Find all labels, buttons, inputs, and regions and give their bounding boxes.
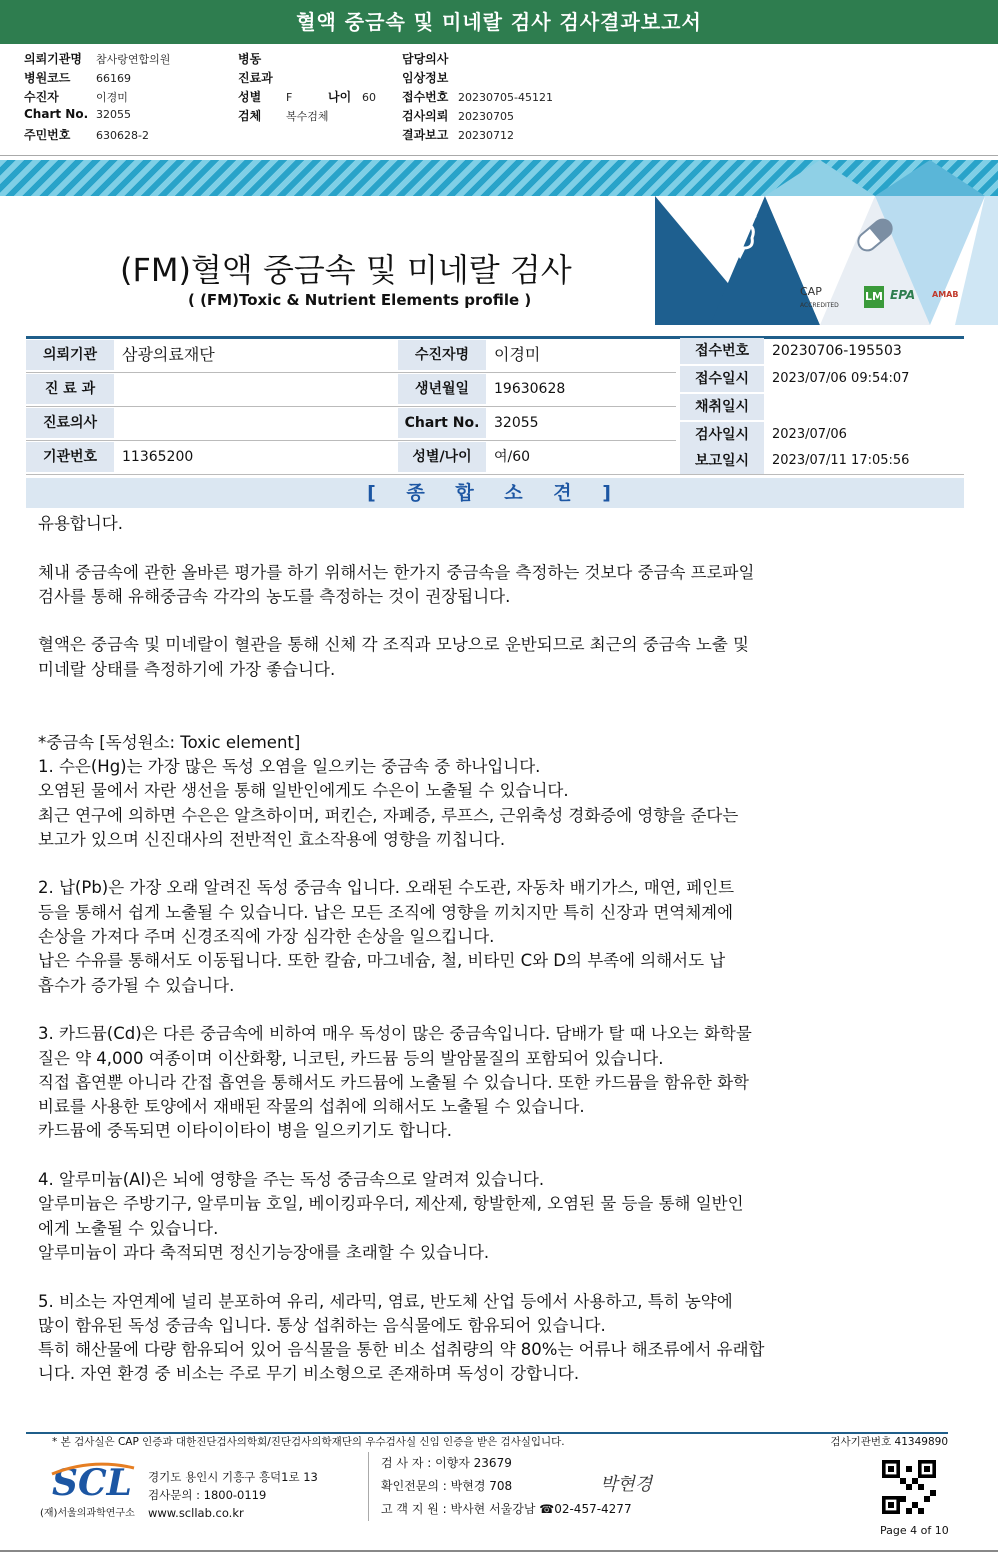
value-inst-no: 11365200	[122, 449, 194, 465]
summary-line: 오염된 물에서 자란 생선을 통해 일반인에게도 수은이 노출될 수 있습니다.	[38, 781, 569, 801]
summary-line	[38, 706, 918, 730]
summary-line: 납은 수유를 통해서도 이동됩니다. 또한 칼슘, 마그네슘, 철, 비타민 C와 D의 부족에 의해서도 납	[38, 951, 726, 971]
header-label: 나이	[328, 90, 352, 104]
header-label: 주민번호	[24, 128, 71, 142]
lab-website[interactable]: www.scllab.co.kr	[148, 1506, 244, 1520]
value-doctor	[114, 408, 394, 438]
summary-line: 5. 비소는 자연계에 널리 분포하여 유리, 세라믹, 염료, 반도체 산업 등에서 사용하고, 특히 농약에	[38, 1291, 733, 1311]
header-label: 임상정보	[402, 71, 449, 85]
label-inst-no: 기관번호	[26, 442, 114, 472]
value-dob: 19630628	[494, 381, 566, 397]
summary-line: 비료를 사용한 토양에서 재배된 작물의 섭취에 의해서도 노출될 수 있습니다.	[38, 1097, 585, 1117]
summary-line	[38, 852, 918, 876]
summary-line: 2. 납(Pb)은 가장 오래 알려진 독성 중금속 입니다. 오래된 수도관, 자동차 배기가스, 매연, 페인트	[38, 878, 735, 898]
label-doctor: 진료의사	[26, 408, 114, 438]
value-dept	[114, 374, 394, 404]
lab-number: 검사기관번호 41349890	[830, 1436, 948, 1448]
header-label: 성별	[238, 90, 262, 104]
lab-organization: (재)서울의과학연구소	[40, 1508, 135, 1519]
epa-badge: EPA	[890, 288, 916, 302]
header-label: 결과보고	[402, 128, 449, 142]
header-label: 수진자	[24, 90, 59, 104]
label-receipt-no: 접수번호	[680, 338, 764, 364]
summary-line: 에게 노출될 수 있습니다.	[38, 1218, 219, 1238]
report-banner: 혈액 중금속 및 미네랄 검사 검사결과보고서	[0, 0, 998, 44]
header-value: 60	[362, 91, 376, 104]
lab-phone: 검사문의 : 1800-0119	[148, 1488, 267, 1502]
summary-line: 손상을 가져다 주며 신경조직에 가장 심각한 손상을 일으킵니다.	[38, 927, 495, 947]
summary-line: 최근 연구에 의하면 수은은 알츠하이머, 퍼킨슨, 자폐증, 루프스, 근위축성 경화증에 영향을 준다는	[38, 805, 739, 825]
summary-line: 유용합니다.	[38, 514, 123, 533]
summary-line: 알루미늄은 주방기구, 알루미늄 호일, 베이킹파우더, 제산제, 항발한제, 오염된 물 등을 통해 일반인	[38, 1194, 744, 1214]
summary-line: *중금속 [독성원소: Toxic element]	[38, 732, 301, 752]
header-value: 참사랑연합의원	[96, 53, 171, 66]
report-subtitle: ( (FM)Toxic & Nutrient Elements profile )	[188, 291, 532, 309]
label-receipt-date: 접수일시	[680, 366, 764, 392]
qr-code-icon[interactable]	[882, 1460, 936, 1514]
header-label: 담당의사	[402, 52, 449, 66]
summary-line: 혈액은 중금속 및 미네랄이 혈관을 통해 신체 각 조직과 모낭으로 운반되므로 최근의 중금속 노출 및	[38, 635, 749, 655]
value-institution: 삼광의료재단	[122, 345, 215, 364]
header-label: 검체	[238, 109, 262, 123]
staff-info	[368, 1452, 818, 1521]
summary-heading: [ 종 합 소 견 ]	[26, 478, 964, 508]
header-label: 검사의뢰	[402, 109, 449, 123]
label-chart: Chart No.	[398, 408, 486, 438]
summary-line: 미네랄 상태를 측정하기에 가장 좋습니다.	[38, 659, 336, 679]
header-value: F	[286, 91, 293, 104]
header-value: 이경미	[96, 91, 128, 104]
summary-line	[38, 1265, 918, 1289]
order-header	[0, 44, 998, 156]
value-test-date: 2023/07/06	[772, 427, 847, 442]
summary-line: 보고가 있으며 신진대사의 전반적인 효소작용에 영향을 끼칩니다.	[38, 829, 506, 849]
reviewer: 확인전문의 : 박현경 708	[381, 1479, 513, 1493]
summary-line: 체내 중금속에 관한 올바른 평가를 하기 위해서는 한가지 중금속을 측정하는 것보다 중금속 프로파일	[38, 562, 755, 582]
header-label: 의뢰기관명	[24, 52, 82, 66]
row-divider	[26, 474, 964, 475]
summary-line: 흡수가 증가될 수 있습니다.	[38, 975, 235, 995]
certification-note: * 본 검사실은 CAP 인증과 대한진단검사의학회/진단검사의학재단의 우수검사실 신임 인증을 받은 검사실입니다.	[52, 1436, 565, 1448]
certification-badges	[800, 286, 960, 312]
summary-line: 직접 흡연뿐 아니라 간접 흡연을 통해서도 카드뮴에 노출될 수 있습니다. 또한 카드뮴을 함유한 화학	[38, 1072, 749, 1092]
summary-line: 검사를 통해 유해중금속 각각의 농도를 측정하는 것이 권장됩니다.	[38, 586, 511, 606]
customer-support: 고 객 지 원 : 박사현 서울강남 ☎02-457-4277	[381, 1502, 632, 1516]
amab-badge: AMAB	[932, 290, 959, 299]
value-receipt-date: 2023/07/06 09:54:07	[772, 371, 910, 386]
summary-line	[38, 998, 918, 1022]
header-value: 20230705-45121	[458, 91, 553, 104]
summary-line: 알루미늄이 과다 축적되면 정신기능장애를 초래할 수 있습니다.	[38, 1242, 490, 1262]
summary-line: 4. 알루미늄(Al)은 뇌에 영향을 주는 독성 중금속으로 알려져 있습니다.	[38, 1170, 545, 1190]
summary-line: 등을 통해서 쉽게 노출될 수 있습니다. 납은 모든 조직에 영향을 끼치지만 특히 신장과 면역체계에	[38, 902, 734, 922]
header-value: 20230712	[458, 129, 514, 142]
header-label: 진료과	[238, 71, 273, 85]
header-label: 접수번호	[402, 90, 449, 104]
value-receipt-no: 20230706-195503	[772, 343, 902, 359]
value-chart: 32055	[494, 415, 539, 431]
label-dob: 생년월일	[398, 374, 486, 404]
tester: 검 사 자 : 이향자 23679	[381, 1456, 512, 1470]
report-title: (FM)혈액 중금속 및 미네랄 검사	[120, 251, 572, 289]
cap-accredited-label: ACCREDITED	[800, 302, 839, 309]
header-label: 병동	[238, 52, 262, 66]
label-dept: 진 료 과	[26, 374, 114, 404]
summary-line	[38, 1144, 918, 1168]
header-value: 복수검체	[286, 110, 329, 123]
header-value: 20230705	[458, 110, 514, 123]
label-report-date: 보고일시	[680, 448, 764, 474]
value-sex-age: 여/60	[494, 449, 531, 465]
row-divider	[26, 440, 676, 441]
logo-swoosh-icon	[48, 1460, 138, 1504]
lm-badge-icon: LM	[864, 286, 884, 308]
label-institution: 의뢰기관	[26, 340, 114, 370]
summary-line	[38, 609, 918, 633]
summary-line: 카드뮴에 중독되면 이타이이타이 병을 일으키기도 합니다.	[38, 1121, 453, 1141]
header-label: Chart No.	[24, 107, 89, 121]
summary-line: 니다. 자연 환경 중 비소는 주로 무기 비소형으로 존재하며 독성이 강합니다.	[38, 1364, 580, 1384]
bottom-rule	[0, 1550, 998, 1552]
header-col-3	[402, 50, 553, 145]
header-col-1	[24, 50, 170, 145]
brain-icon	[702, 210, 762, 264]
header-value: 32055	[96, 108, 131, 121]
summary-line: 질은 약 4,000 여종이며 이산화황, 니코틴, 카드뮴 등의 발암물질의 포함되어 있습니다.	[38, 1048, 664, 1068]
lab-address: 경기도 용인시 기흥구 흥덕1로 13	[148, 1470, 318, 1484]
footer-note	[26, 1432, 948, 1450]
label-collect-date: 채취일시	[680, 394, 764, 420]
signature: 박현경	[600, 1474, 653, 1495]
header-value: 66169	[96, 72, 131, 85]
summary-line: 3. 카드뮴(Cd)은 다른 중금속에 비하여 매우 독성이 많은 중금속입니다. 담배가 탈 때 나오는 화학물	[38, 1024, 752, 1044]
summary-line: 1. 수은(Hg)는 가장 많은 독성 오염을 일으키는 중금속 중 하나입니다.	[38, 756, 541, 776]
patient-info-table	[26, 336, 964, 476]
label-test-date: 검사일시	[680, 422, 764, 448]
value-collect-date	[764, 394, 964, 420]
header-col-2	[238, 50, 376, 126]
value-report-date: 2023/07/11 17:05:56	[772, 453, 910, 468]
cap-badge	[800, 286, 839, 312]
label-sex-age: 성별/나이	[398, 442, 486, 472]
label-patient: 수진자명	[398, 340, 486, 370]
summary-line	[38, 536, 918, 560]
header-value: 630628-2	[96, 129, 149, 142]
summary-line: 특히 해산물에 다량 함유되어 있어 음식물을 통한 비소 섭취량의 약 80%는 어류나 해조류에서 유래합	[38, 1340, 765, 1360]
lab-contact	[148, 1468, 318, 1522]
capsule-icon	[850, 210, 900, 260]
row-divider	[26, 372, 676, 373]
header-label: 병원코드	[24, 71, 71, 85]
summary-line	[38, 682, 918, 706]
page-number: Page 4 of 10	[880, 1524, 949, 1537]
summary-body	[38, 512, 918, 1387]
summary-line: 많이 함유된 독성 중금속 입니다. 통상 섭취하는 음식물에도 함유되어 있습니다.	[38, 1315, 606, 1335]
cap-badge-label: CAP	[800, 285, 822, 298]
value-patient: 이경미	[494, 345, 541, 364]
row-divider	[26, 406, 676, 407]
scl-logo: SCL	[52, 1462, 132, 1504]
